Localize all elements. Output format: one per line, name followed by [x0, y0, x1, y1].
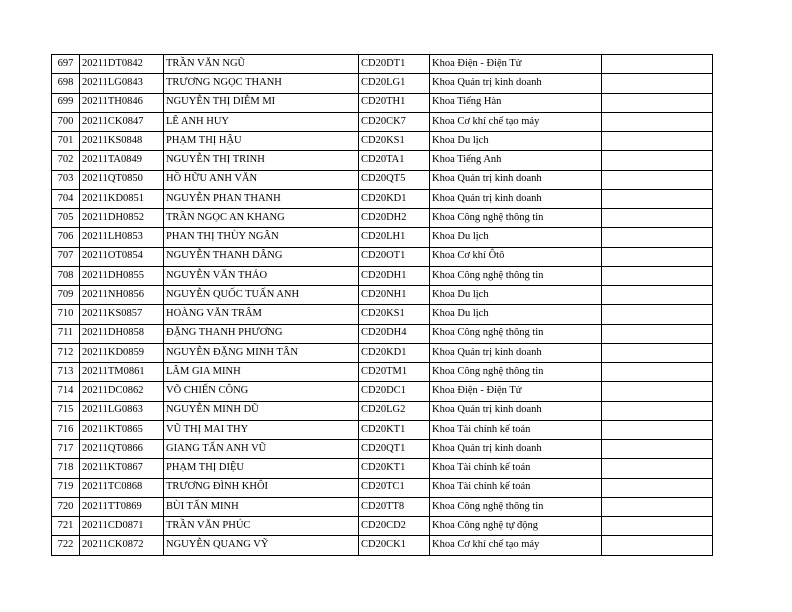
row-number-cell: 709 [52, 286, 80, 305]
table-row [52, 343, 713, 362]
table-row [52, 382, 713, 401]
table-row [52, 74, 713, 93]
student-name-cell: ĐẶNG THANH PHƯƠNG [164, 324, 359, 343]
faculty-cell: Khoa Quản trị kinh doanh [430, 170, 602, 189]
table-row [52, 209, 713, 228]
student-name-cell: NGUYỄN PHAN THANH [164, 189, 359, 208]
student-name-cell: VÕ CHIẾN CÔNG [164, 382, 359, 401]
student-id-cell: 20211QT0850 [80, 170, 164, 189]
note-cell [602, 228, 713, 247]
student-name-cell: TRƯƠNG ĐÌNH KHÔI [164, 478, 359, 497]
table-row [52, 112, 713, 131]
note-cell [602, 459, 713, 478]
note-cell [602, 517, 713, 536]
student-name-cell: NGUYỄN QUANG VỸ [164, 536, 359, 555]
table-row [52, 247, 713, 266]
class-code-cell: CD20LG2 [359, 401, 430, 420]
faculty-cell: Khoa Tài chính kế toán [430, 478, 602, 497]
student-name-cell: NGUYỄN VĂN THẢO [164, 266, 359, 285]
row-number-cell: 704 [52, 189, 80, 208]
note-cell [602, 247, 713, 266]
note-cell [602, 324, 713, 343]
class-code-cell: CD20KS1 [359, 132, 430, 151]
row-number-cell: 721 [52, 517, 80, 536]
class-code-cell: CD20CK1 [359, 536, 430, 555]
class-code-cell: CD20TC1 [359, 478, 430, 497]
faculty-cell: Khoa Du lịch [430, 286, 602, 305]
class-code-cell: CD20OT1 [359, 247, 430, 266]
row-number-cell: 702 [52, 151, 80, 170]
faculty-cell: Khoa Điện - Điện Tử [430, 55, 602, 74]
class-code-cell: CD20KD1 [359, 189, 430, 208]
student-name-cell: NGUYỄN THỊ DIỄM MI [164, 93, 359, 112]
student-id-cell: 20211CK0872 [80, 536, 164, 555]
row-number-cell: 698 [52, 74, 80, 93]
note-cell [602, 93, 713, 112]
table-row [52, 93, 713, 112]
table-row [52, 286, 713, 305]
row-number-cell: 705 [52, 209, 80, 228]
row-number-cell: 719 [52, 478, 80, 497]
faculty-cell: Khoa Công nghệ tự động [430, 517, 602, 536]
student-id-cell: 20211TC0868 [80, 478, 164, 497]
note-cell [602, 382, 713, 401]
faculty-cell: Khoa Du lịch [430, 228, 602, 247]
faculty-cell: Khoa Tài chính kế toán [430, 420, 602, 439]
note-cell [602, 209, 713, 228]
faculty-cell: Khoa Công nghệ thông tin [430, 497, 602, 516]
class-code-cell: CD20CK7 [359, 112, 430, 131]
note-cell [602, 536, 713, 555]
note-cell [602, 151, 713, 170]
class-code-cell: CD20DH4 [359, 324, 430, 343]
faculty-cell: Khoa Quản trị kinh doanh [430, 440, 602, 459]
student-id-cell: 20211TT0869 [80, 497, 164, 516]
class-code-cell: CD20TA1 [359, 151, 430, 170]
note-cell [602, 286, 713, 305]
row-number-cell: 716 [52, 420, 80, 439]
class-code-cell: CD20TH1 [359, 93, 430, 112]
student-name-cell: PHẠM THỊ HẬU [164, 132, 359, 151]
table-row [52, 536, 713, 555]
student-id-cell: 20211DH0852 [80, 209, 164, 228]
table-row [52, 497, 713, 516]
class-code-cell: CD20DH1 [359, 266, 430, 285]
student-name-cell: HỒ HỮU ANH VĂN [164, 170, 359, 189]
student-name-cell: TRẦN NGỌC AN KHANG [164, 209, 359, 228]
student-name-cell: PHẠM THỊ DIỆU [164, 459, 359, 478]
class-code-cell: CD20KS1 [359, 305, 430, 324]
note-cell [602, 112, 713, 131]
row-number-cell: 715 [52, 401, 80, 420]
table-row [52, 517, 713, 536]
student-name-cell: TRẦN VĂN NGŨ [164, 55, 359, 74]
row-number-cell: 717 [52, 440, 80, 459]
faculty-cell: Khoa Tài chính kế toán [430, 459, 602, 478]
table-body [52, 55, 713, 556]
student-id-cell: 20211DH0858 [80, 324, 164, 343]
faculty-cell: Khoa Du lịch [430, 305, 602, 324]
row-number-cell: 712 [52, 343, 80, 362]
note-cell [602, 305, 713, 324]
student-id-cell: 20211DC0862 [80, 382, 164, 401]
student-id-cell: 20211TM0861 [80, 363, 164, 382]
faculty-cell: Khoa Du lịch [430, 132, 602, 151]
note-cell [602, 343, 713, 362]
student-id-cell: 20211TA0849 [80, 151, 164, 170]
faculty-cell: Khoa Công nghệ thông tin [430, 324, 602, 343]
table-row [52, 401, 713, 420]
student-name-cell: NGUYỄN ĐẶNG MINH TÂN [164, 343, 359, 362]
student-list-table [51, 54, 713, 556]
class-code-cell: CD20LH1 [359, 228, 430, 247]
student-id-cell: 20211KT0867 [80, 459, 164, 478]
row-number-cell: 700 [52, 112, 80, 131]
class-code-cell: CD20TM1 [359, 363, 430, 382]
student-name-cell: TRẦN VĂN PHÚC [164, 517, 359, 536]
table-row [52, 228, 713, 247]
class-code-cell: CD20KT1 [359, 420, 430, 439]
table-row [52, 170, 713, 189]
table-row [52, 420, 713, 439]
row-number-cell: 701 [52, 132, 80, 151]
note-cell [602, 74, 713, 93]
faculty-cell: Khoa Cơ khí chế tạo máy [430, 536, 602, 555]
faculty-cell: Khoa Công nghệ thông tin [430, 209, 602, 228]
note-cell [602, 170, 713, 189]
table-row [52, 363, 713, 382]
row-number-cell: 714 [52, 382, 80, 401]
student-name-cell: NGUYỄN THANH DÂNG [164, 247, 359, 266]
row-number-cell: 710 [52, 305, 80, 324]
row-number-cell: 711 [52, 324, 80, 343]
note-cell [602, 266, 713, 285]
class-code-cell: CD20QT1 [359, 440, 430, 459]
student-name-cell: GIANG TẤN ANH VŨ [164, 440, 359, 459]
note-cell [602, 440, 713, 459]
class-code-cell: CD20DT1 [359, 55, 430, 74]
faculty-cell: Khoa Tiếng Hàn [430, 93, 602, 112]
student-id-cell: 20211KD0859 [80, 343, 164, 362]
class-code-cell: CD20CD2 [359, 517, 430, 536]
faculty-cell: Khoa Công nghệ thông tin [430, 363, 602, 382]
class-code-cell: CD20LG1 [359, 74, 430, 93]
table-row [52, 324, 713, 343]
faculty-cell: Khoa Điện - Điện Tử [430, 382, 602, 401]
student-name-cell: NGUYỄN THỊ TRINH [164, 151, 359, 170]
table-row [52, 459, 713, 478]
class-code-cell: CD20QT5 [359, 170, 430, 189]
row-number-cell: 713 [52, 363, 80, 382]
student-id-cell: 20211QT0866 [80, 440, 164, 459]
student-id-cell: 20211LG0863 [80, 401, 164, 420]
row-number-cell: 703 [52, 170, 80, 189]
student-id-cell: 20211DT0842 [80, 55, 164, 74]
note-cell [602, 401, 713, 420]
table-row [52, 189, 713, 208]
note-cell [602, 132, 713, 151]
faculty-cell: Khoa Cơ khí Ôtô [430, 247, 602, 266]
class-code-cell: CD20KD1 [359, 343, 430, 362]
faculty-cell: Khoa Quản trị kinh doanh [430, 74, 602, 93]
student-name-cell: HOÀNG VĂN TRÂM [164, 305, 359, 324]
class-code-cell: CD20DC1 [359, 382, 430, 401]
faculty-cell: Khoa Cơ khí chế tạo máy [430, 112, 602, 131]
student-id-cell: 20211LH0853 [80, 228, 164, 247]
student-name-cell: PHAN THỊ THÙY NGÂN [164, 228, 359, 247]
student-id-cell: 20211CD0871 [80, 517, 164, 536]
class-code-cell: CD20DH2 [359, 209, 430, 228]
student-id-cell: 20211CK0847 [80, 112, 164, 131]
student-name-cell: NGUYỄN MINH DŨ [164, 401, 359, 420]
note-cell [602, 497, 713, 516]
row-number-cell: 722 [52, 536, 80, 555]
class-code-cell: CD20TT8 [359, 497, 430, 516]
row-number-cell: 697 [52, 55, 80, 74]
student-id-cell: 20211KD0851 [80, 189, 164, 208]
student-id-cell: 20211LG0843 [80, 74, 164, 93]
table-row [52, 132, 713, 151]
note-cell [602, 478, 713, 497]
table-row [52, 305, 713, 324]
student-name-cell: BÙI TẤN MINH [164, 497, 359, 516]
note-cell [602, 55, 713, 74]
row-number-cell: 708 [52, 266, 80, 285]
faculty-cell: Khoa Quản trị kinh doanh [430, 343, 602, 362]
table-row [52, 266, 713, 285]
table-row [52, 55, 713, 74]
student-name-cell: TRƯƠNG NGỌC THANH [164, 74, 359, 93]
note-cell [602, 189, 713, 208]
row-number-cell: 707 [52, 247, 80, 266]
student-id-cell: 20211KS0848 [80, 132, 164, 151]
note-cell [602, 363, 713, 382]
student-id-cell: 20211KS0857 [80, 305, 164, 324]
table-row [52, 478, 713, 497]
student-id-cell: 20211NH0856 [80, 286, 164, 305]
row-number-cell: 718 [52, 459, 80, 478]
row-number-cell: 699 [52, 93, 80, 112]
faculty-cell: Khoa Quản trị kinh doanh [430, 401, 602, 420]
faculty-cell: Khoa Quản trị kinh doanh [430, 189, 602, 208]
faculty-cell: Khoa Tiếng Anh [430, 151, 602, 170]
student-id-cell: 20211OT0854 [80, 247, 164, 266]
note-cell [602, 420, 713, 439]
table-row [52, 440, 713, 459]
student-id-cell: 20211TH0846 [80, 93, 164, 112]
class-code-cell: CD20NH1 [359, 286, 430, 305]
student-name-cell: LÊ ANH HUY [164, 112, 359, 131]
student-name-cell: VŨ THỊ MAI THY [164, 420, 359, 439]
faculty-cell: Khoa Công nghệ thông tin [430, 266, 602, 285]
student-name-cell: LÂM GIA MINH [164, 363, 359, 382]
row-number-cell: 706 [52, 228, 80, 247]
student-id-cell: 20211DH0855 [80, 266, 164, 285]
student-name-cell: NGUYỄN QUỐC TUẤN ANH [164, 286, 359, 305]
table-row [52, 151, 713, 170]
student-id-cell: 20211KT0865 [80, 420, 164, 439]
row-number-cell: 720 [52, 497, 80, 516]
class-code-cell: CD20KT1 [359, 459, 430, 478]
